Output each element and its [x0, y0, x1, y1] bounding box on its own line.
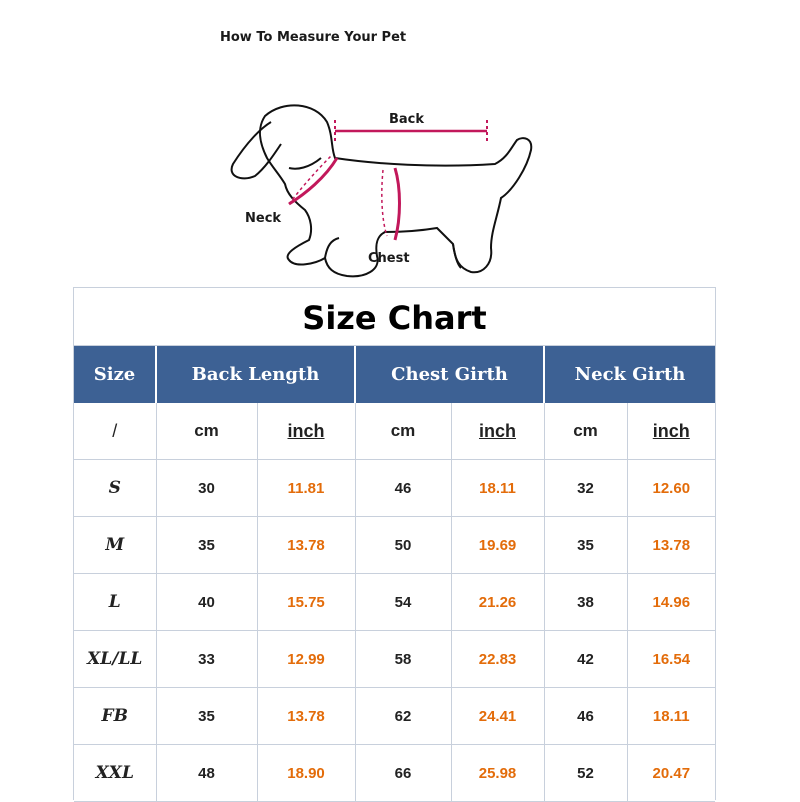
- cell-chest-in: 21.26: [451, 574, 544, 631]
- table-row: [74, 688, 715, 745]
- header-row: [74, 346, 715, 403]
- unit-back-inch: inch: [257, 403, 355, 460]
- chest-label: Chest: [368, 251, 410, 266]
- cell-chest-in: 19.69: [451, 517, 544, 574]
- table-row: [74, 517, 715, 574]
- cell-size: FB: [74, 688, 156, 745]
- cell-back-in: 11.81: [257, 460, 355, 517]
- cell-neck-in: 20.47: [627, 745, 715, 802]
- cell-chest-cm: 54: [355, 574, 451, 631]
- cell-chest-cm: 66: [355, 745, 451, 802]
- cell-neck-in: 12.60: [627, 460, 715, 517]
- cell-neck-cm: 32: [544, 460, 627, 517]
- cell-back-in: 13.78: [257, 688, 355, 745]
- table-row: [74, 631, 715, 688]
- cell-back-cm: 35: [156, 517, 257, 574]
- cell-neck-cm: 35: [544, 517, 627, 574]
- cell-back-in: 18.90: [257, 745, 355, 802]
- cell-chest-in: 24.41: [451, 688, 544, 745]
- header-size: Size: [74, 346, 156, 403]
- size-chart-title: Size Chart: [74, 288, 715, 346]
- cell-neck-cm: 42: [544, 631, 627, 688]
- size-chart: [73, 287, 716, 800]
- dog-outline-icon: [205, 18, 715, 286]
- cell-back-in: 15.75: [257, 574, 355, 631]
- cell-size: L: [74, 574, 156, 631]
- cell-chest-in: 18.11: [451, 460, 544, 517]
- cell-neck-in: 16.54: [627, 631, 715, 688]
- header-neck-girth: Neck Girth: [544, 346, 715, 403]
- size-table: [74, 346, 715, 802]
- cell-chest-in: 22.83: [451, 631, 544, 688]
- cell-back-cm: 33: [156, 631, 257, 688]
- unit-neck-cm: cm: [544, 403, 627, 460]
- measure-illustration: [205, 18, 715, 286]
- unit-chest-cm: cm: [355, 403, 451, 460]
- unit-back-cm: cm: [156, 403, 257, 460]
- cell-neck-in: 18.11: [627, 688, 715, 745]
- cell-chest-in: 25.98: [451, 745, 544, 802]
- unit-neck-inch: inch: [627, 403, 715, 460]
- table-row: [74, 460, 715, 517]
- cell-neck-cm: 52: [544, 745, 627, 802]
- cell-neck-in: 14.96: [627, 574, 715, 631]
- back-label: Back: [389, 112, 425, 127]
- cell-back-in: 13.78: [257, 517, 355, 574]
- cell-chest-cm: 62: [355, 688, 451, 745]
- unit-size: /: [74, 403, 156, 460]
- illustration-title: How To Measure Your Pet: [220, 30, 407, 45]
- cell-chest-cm: 58: [355, 631, 451, 688]
- table-row: [74, 745, 715, 802]
- unit-chest-inch: inch: [451, 403, 544, 460]
- unit-row: [74, 403, 715, 460]
- header-back-length: Back Length: [156, 346, 355, 403]
- cell-back-cm: 48: [156, 745, 257, 802]
- cell-back-in: 12.99: [257, 631, 355, 688]
- cell-neck-in: 13.78: [627, 517, 715, 574]
- cell-neck-cm: 46: [544, 688, 627, 745]
- table-row: [74, 574, 715, 631]
- cell-neck-cm: 38: [544, 574, 627, 631]
- cell-size: S: [74, 460, 156, 517]
- cell-chest-cm: 46: [355, 460, 451, 517]
- cell-size: M: [74, 517, 156, 574]
- neck-label: Neck: [245, 211, 282, 226]
- cell-back-cm: 40: [156, 574, 257, 631]
- header-chest-girth: Chest Girth: [355, 346, 544, 403]
- cell-back-cm: 30: [156, 460, 257, 517]
- cell-back-cm: 35: [156, 688, 257, 745]
- cell-size: XXL: [74, 745, 156, 802]
- cell-size: XL/LL: [74, 631, 156, 688]
- cell-chest-cm: 50: [355, 517, 451, 574]
